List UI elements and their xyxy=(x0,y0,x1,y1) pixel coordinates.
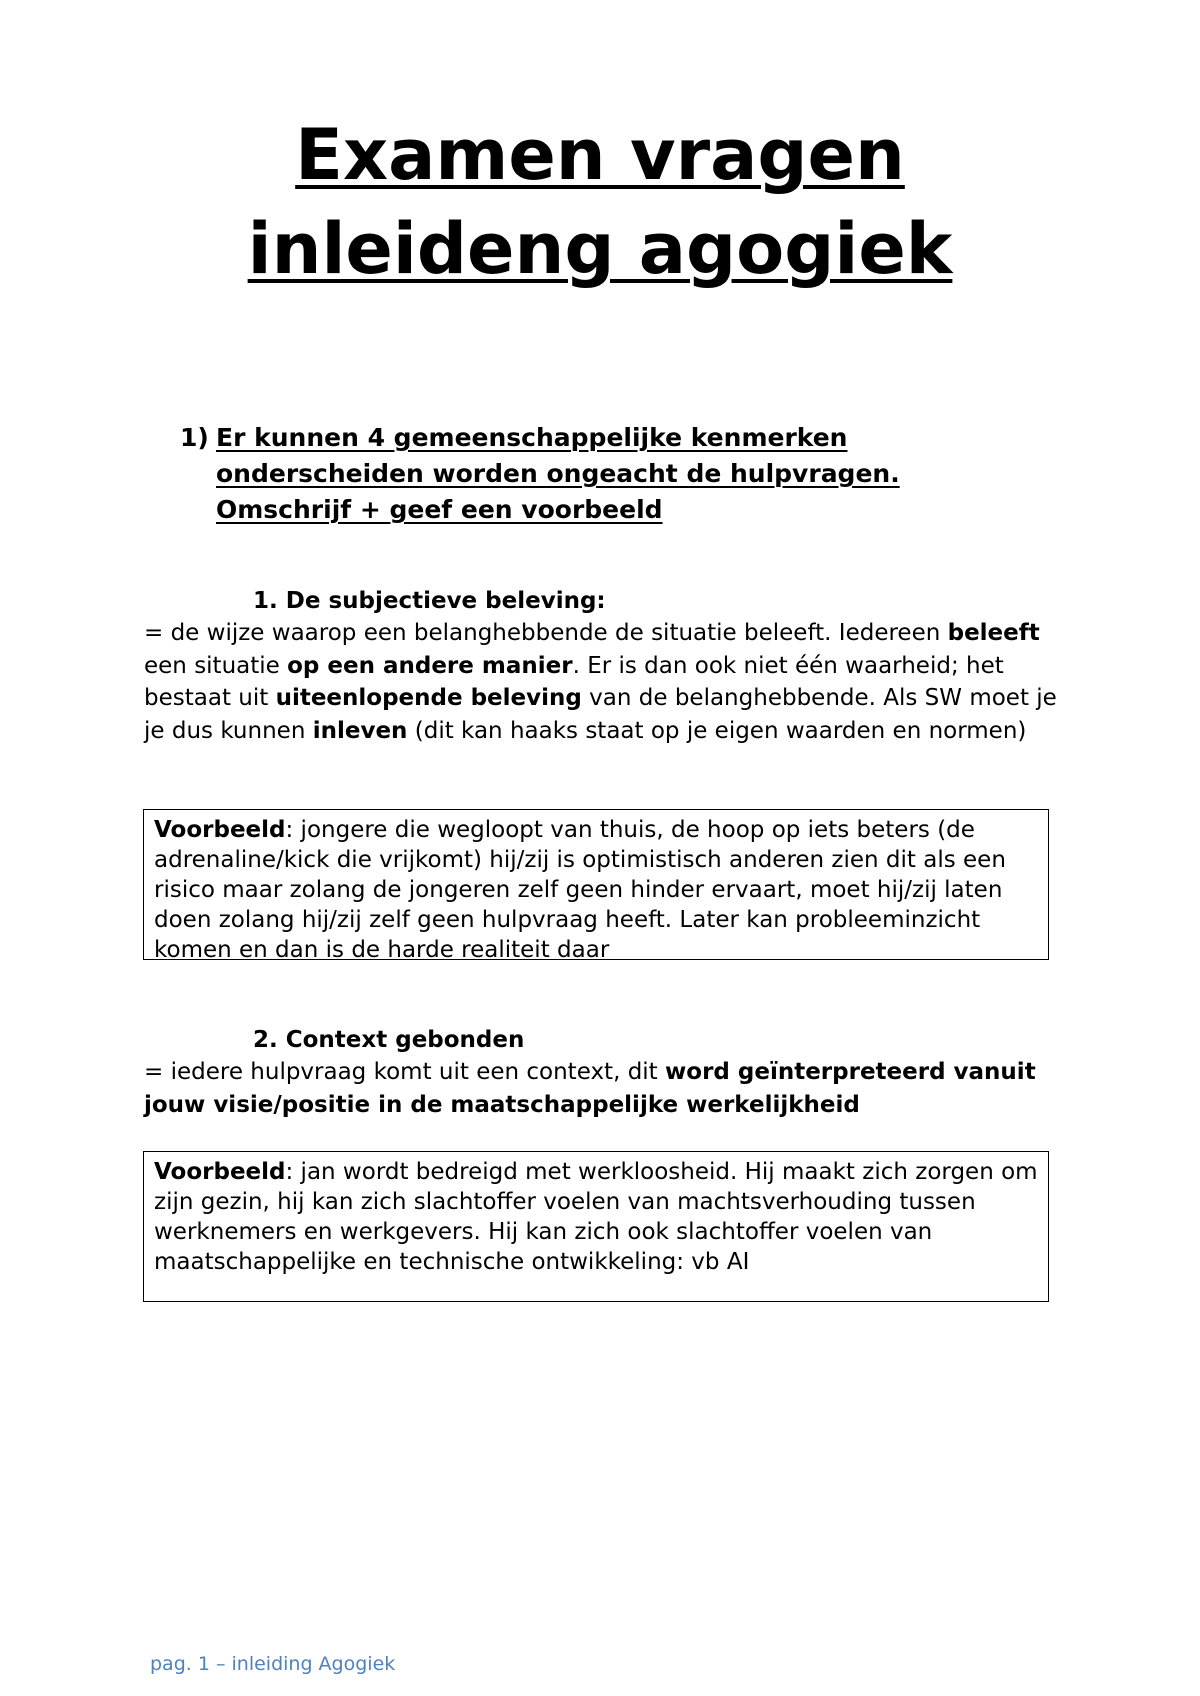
question-line-3: Omschrijf + geef een voorbeeld xyxy=(216,495,663,524)
s1-bold-2: op een andere manier xyxy=(287,652,573,679)
example-2-text: : jan wordt bedreigd met werkloosheid. Hij maakt zich zorgen om zijn gezin, hij kan zich slachtoffer voelen van machtsverhouding tussen werknemers en werkgevers. Hij kan zich ook slachtoffer voelen van maatschappelijke en technische ontwikkeling: vb AI xyxy=(154,1159,1038,1275)
s1-text-5: (dit kan haaks staat op je eigen waarden en normen) xyxy=(407,717,1027,744)
s1-text-3: . Er is dan ook niet één waarheid; het bestaat uit xyxy=(144,652,1004,711)
question-1 xyxy=(180,420,1040,528)
question-number: 1) xyxy=(180,423,209,452)
s2-bold-1: word geïnterpreteerd vanuit jouw visie/positie in de maatschappelijke werkelijkheid xyxy=(144,1059,1036,1118)
example-1-label: Voorbeeld xyxy=(154,817,286,843)
s2-text-1: = iedere hulpvraag komt uit een context, dit xyxy=(144,1059,666,1085)
section-1-paragraph xyxy=(144,617,1064,747)
title-line-1: Examen vragen xyxy=(295,114,905,196)
s1-bold-3: uiteenlopende beleving xyxy=(275,685,582,711)
question-line-2: onderscheiden worden ongeacht de hulpvragen. xyxy=(216,459,900,488)
page-footer: pag. 1 – inleiding Agogiek xyxy=(150,1653,396,1675)
s1-text-4: van de belanghebbende. Als SW moet je je dus kunnen xyxy=(144,685,1057,744)
section-2-paragraph xyxy=(144,1056,1064,1121)
question-line-1: Er kunnen 4 gemeenschappelijke kenmerken xyxy=(216,423,848,452)
s1-bold-1: beleeft xyxy=(947,620,1040,646)
example-box-1 xyxy=(143,809,1049,963)
example-box-2 xyxy=(143,1151,1049,1302)
title-line-2: inleideng agogiek xyxy=(247,208,953,290)
section-1-heading: 1. De subjectieve beleving: xyxy=(253,588,606,614)
page-title xyxy=(0,108,1200,296)
example-2-label: Voorbeeld xyxy=(154,1159,286,1185)
s1-bold-4: inleven xyxy=(312,717,408,744)
s1-text-1: = de wijze waarop een belanghebbende de situatie beleeft. Iedereen xyxy=(144,620,948,646)
s1-text-2: een situatie xyxy=(144,652,288,679)
question-text xyxy=(216,420,900,528)
example-1-text: : jongere die wegloopt van thuis, de hoop op iets beters (de adrenaline/kick die vrijkomt) hij/zij is optimistisch anderen zien dit als een risico maar zolang de jongeren zelf geen hinder ervaart, moet hij/zij laten doen zolang hij/zij zelf geen hulpvraag heeft. Later kan probleeminzicht komen en dan is de harde realiteit daar xyxy=(154,817,1006,963)
section-2-heading: 2. Context gebonden xyxy=(253,1027,525,1053)
